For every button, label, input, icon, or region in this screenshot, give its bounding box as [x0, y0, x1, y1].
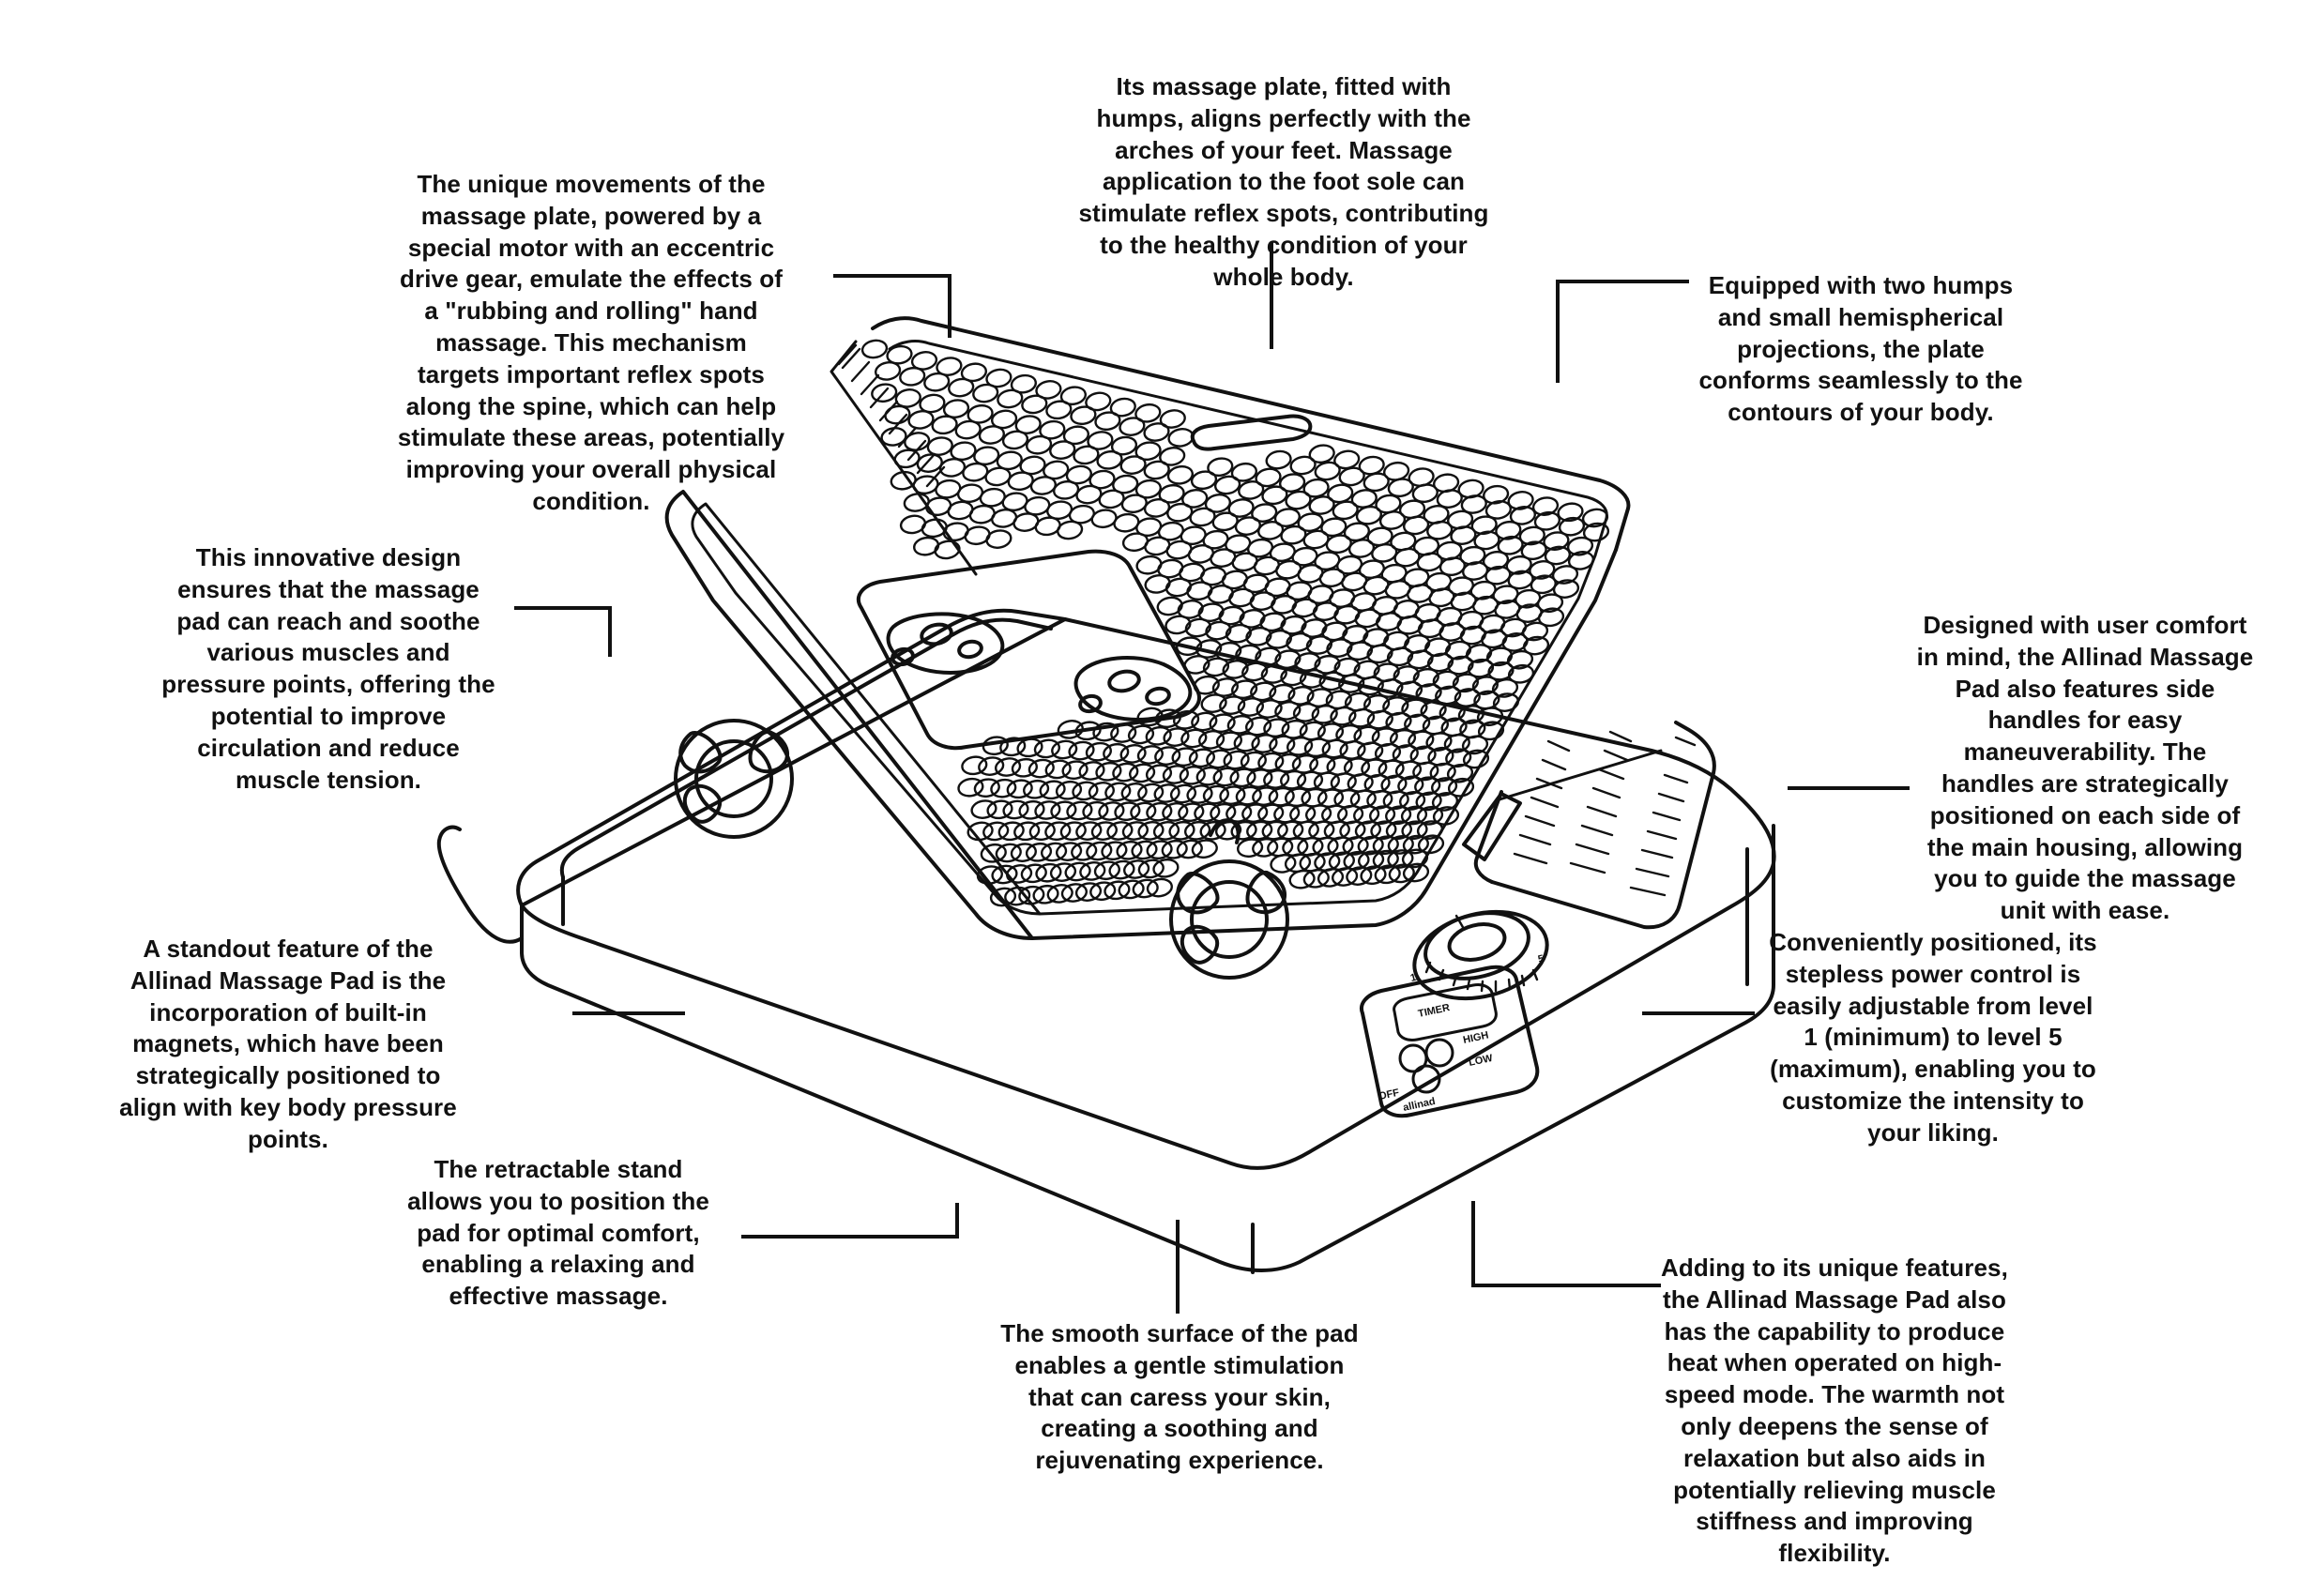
callout-retractable-stand: The retractable stand allows you to position the pad for optimal comfort, enabling a relaxing and effective massage.: [407, 1155, 709, 1311]
callout-innovative-design: This innovative design ensures that the massage pad can reach and soothe various muscles and pressure points, offering the potential to improve circulation and reduce muscle tension.: [161, 543, 495, 794]
callout-unique-movements: The unique movements of the massage plate, powered by a special motor with an eccentric drive gear, emulate the effects of a "rubbing and rolling" hand massage. This mechanism targets important reflex spots along the spine, which can help stimulate these areas, potentially improving your overall physical condition.: [397, 170, 785, 515]
dial-min-label: 1: [1408, 971, 1418, 984]
timer-label: TIMER: [1417, 1002, 1452, 1020]
high-label: HIGH: [1462, 1029, 1490, 1046]
callout-smooth-surface: The smooth surface of the pad enables a gentle stimulation that can caress your skin, creating a soothing and rejuvenating experience.: [1000, 1319, 1359, 1475]
control-panel: [1362, 899, 1557, 1116]
callout-stepless-power-control: Conveniently positioned, its stepless power control is easily adjustable from level 1 (minimum) to level 5 (maximum), enabling you to customize the intensity to your liking.: [1769, 928, 2097, 1147]
power-cord: [439, 828, 522, 942]
plate-slot: [1193, 416, 1311, 448]
callout-side-handles: Designed with user comfort in mind, the Allinad Massage Pad also features side handles for easy maneuverability. The handles are strategically positioned on each side of the main housing, allowing you to guide the massage unit with ease.: [1916, 611, 2254, 925]
side-handle: [1464, 722, 1714, 927]
off-label: OFF: [1378, 1087, 1401, 1102]
dial-max-label: 5: [1536, 952, 1545, 965]
magnet-disc-left: [676, 721, 792, 837]
callout-massage-plate-humps: Its massage plate, fitted with humps, aligns perfectly with the arches of your feet. Massage application to the foot sole can stimulate reflex spots, contributing to the healthy condition of your whole body.: [1078, 72, 1489, 291]
callout-two-humps-projections: Equipped with two humps and small hemispherical projections, the plate conforms seamlessly to the contours of your body.: [1698, 271, 2023, 427]
callout-built-in-magnets: A standout feature of the Allinad Massage Pad is the incorporation of built-in magnets, which have been strategically positioned to align with key body pressure points.: [119, 935, 457, 1153]
low-label: LOW: [1468, 1052, 1494, 1069]
brand-mark: allinad: [1402, 1095, 1437, 1114]
plate-hatching: [839, 345, 944, 486]
callout-heat-capability: Adding to its unique features, the Allinad Massage Pad also has the capability to produce heat when operated on high-speed mode. The warmth not only deepens the sense of relaxation but also aids in potentially relieving muscle stiffness and improving flexibility.: [1661, 1254, 2008, 1568]
